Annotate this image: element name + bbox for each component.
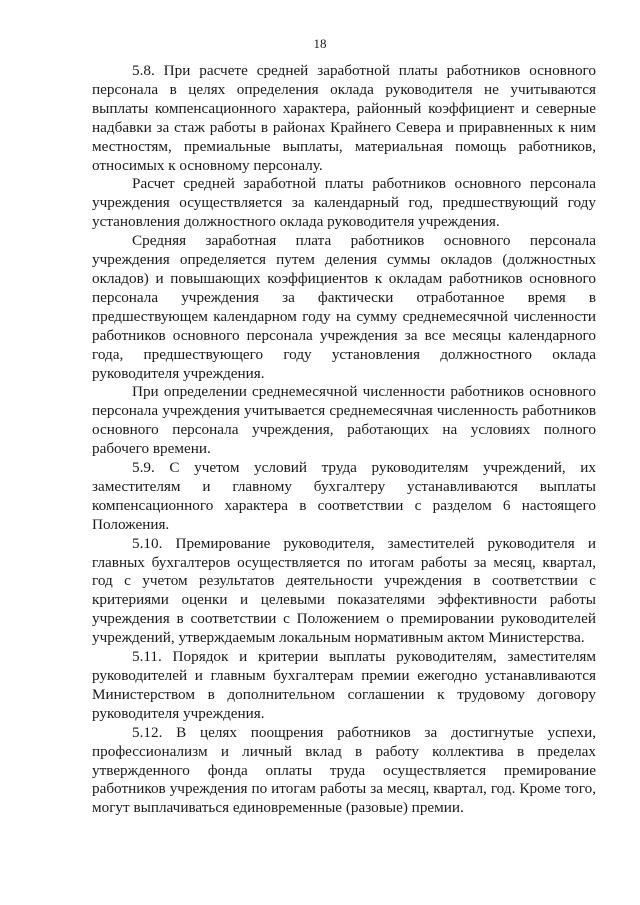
paragraph-5-11: 5.11. Порядок и критерии выплаты руководителям, заместителям руководителей и главным бухгалтерам премии ежегодно устанавливаются Министерством в дополнительном соглашении к трудовому договору руководителя учреждения.: [92, 648, 596, 722]
paragraph-5-9: 5.9. С учетом условий труда руководителям учреждений, их заместителям и главному бухгалтеру устанавливаются выплаты компенсационного характера в соответствии с разделом 6 настоящего Положения.: [92, 459, 596, 533]
page-number: 18: [313, 36, 327, 51]
paragraph-5-8-calculation-period: Расчет средней заработной платы работников основного персонала учреждения осуществляется за календарный год, предшествующий году установления должностного оклада руководителя учреждения.: [92, 175, 596, 231]
paragraph-5-8-average-salary-method: Средняя заработная плата работников основного персонала учреждения определяется путем деления суммы окладов (должностных окладов) и повышающих коэффициентов к окладам работников основного персонала учреждения за фактически отработанное время в предшествующем календарном году на сумму среднемесячной численности работников основного персонала учреждения за все месяцы календарного года, предшествующего году установления должностного оклада руководителя учреждения.: [92, 232, 596, 382]
paragraph-5-12: 5.12. В целях поощрения работников за достигнутые успехи, профессионализм и личный вклад в работу коллектива в пределах утвержденного фонда оплаты труда осуществляется премирование работников учреждения по итогам работы за месяц, квартал, год. Кроме того, могут выплачиваться единовременные (разовые) премии.: [92, 723, 596, 817]
document-body: [92, 62, 596, 818]
paragraph-5-10: 5.10. Премирование руководителя, заместителей руководителя и главных бухгалтеров осуществляется по итогам работы за месяц, квартал, год с учетом результатов деятельности учреждения в соответствии с критериями оценки и целевыми показателями эффективности работы учреждения в соответствии с Положением о премировании руководителей учреждений, утверждаемым локальным нормативным актом Министерства.: [92, 534, 596, 647]
paragraph-5-8: 5.8. При расчете средней заработной платы работников основного персонала в целях определения оклада руководителя не учитываются выплаты компенсационного характера, районный коэффициент и северные надбавки за стаж работы в районах Крайнего Севера и приравненных к ним местностям, премиальные выплаты, материальная помощь работников, относимых к основному персоналу.: [92, 62, 596, 174]
paragraph-5-8-headcount: При определении среднемесячной численности работников основного персонала учреждения учитывается среднемесячная численность работников основного персонала учреждения, работающих на условиях полного рабочего времени.: [92, 383, 596, 458]
